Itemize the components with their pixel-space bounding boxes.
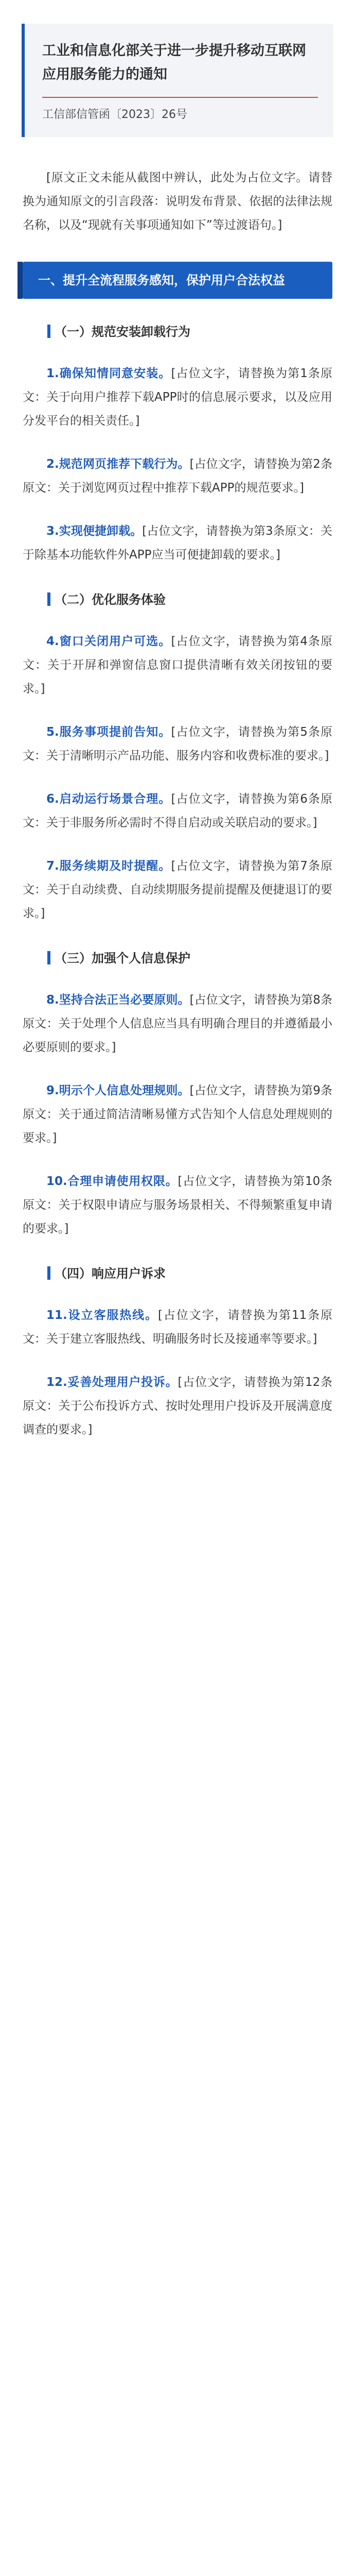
item-title: 9.明示个人信息处理规则。	[46, 1084, 190, 1097]
list-item	[23, 362, 332, 433]
section-banner-text: 一、提升全流程服务感知，保护用户合法权益	[38, 273, 285, 287]
list-item	[23, 988, 332, 1059]
list-item	[23, 452, 332, 500]
notice-title: 工业和信息化部关于进一步提升移动互联网应用服务能力的通知	[42, 43, 306, 82]
item-text: [占位文字，请替换为第10条原文：关于权限申请应与服务场景相关、不得频繁重复申请的要求。]	[23, 1175, 332, 1235]
list-item	[23, 720, 332, 768]
item-title: 4.窗口关闭用户可选。	[46, 635, 171, 648]
list-item	[23, 519, 332, 567]
subsection-heading-4	[23, 1263, 332, 1284]
item-title: 8.坚持合法正当必要原则。	[46, 993, 190, 1007]
section-banner-1	[23, 262, 332, 299]
heading-marker	[47, 592, 50, 606]
subsection-heading-3	[23, 948, 332, 969]
item-text: [占位文字，请替换为第2条原文：关于浏览网页过程中推荐下载APP的规范要求。]	[23, 457, 332, 495]
header-divider	[42, 97, 318, 98]
item-title: 6.启动运行场景合理。	[46, 792, 171, 806]
list-item	[23, 1370, 332, 1442]
item-text: [占位文字，请替换为第5条原文：关于清晰明示产品功能、服务内容和收费标准的要求。]	[23, 725, 333, 762]
intro-paragraph: [原文正文未能从截图中辨认，此处为占位文字。请替换为通知原文的引言段落：说明发布背景、依据的法律法规名称，以及“现就有关事项通知如下”等过渡语句。]	[23, 171, 332, 232]
document-number: 工信部信管函〔2023〕26号	[42, 108, 187, 121]
item-text: [占位文字，请替换为第9条原文：关于通过简洁清晰易懂方式告知个人信息处理规则的要求。]	[23, 1084, 332, 1145]
item-title: 7.服务续期及时提醒。	[46, 859, 171, 873]
list-item	[23, 1170, 332, 1241]
item-title: 12.妥善处理用户投诉。	[46, 1376, 178, 1389]
item-text: [占位文字，请替换为第6条原文：关于非服务所必需时不得自启动或关联启动的要求。]	[23, 792, 333, 829]
item-text: [占位文字，请替换为第3条原文：关于除基本功能软件外APP应当可便捷卸载的要求。]	[23, 524, 332, 562]
item-text: [占位文字，请替换为第12条原文：关于公布投诉方式、按时处理用户投诉及开展满意度调查的要求。]	[23, 1376, 332, 1436]
subsection-heading-text: （四）响应用户诉求	[55, 1266, 166, 1281]
subsection-heading-text: （二）优化服务体验	[55, 592, 166, 607]
notice-header	[22, 24, 333, 137]
notice-body	[0, 166, 355, 1442]
item-title: 10.合理申请使用权限。	[46, 1175, 178, 1188]
subsection-heading-text: （三）加强个人信息保护	[55, 951, 190, 965]
heading-marker	[47, 951, 50, 964]
item-title: 2.规范网页推荐下载行为。	[46, 457, 190, 471]
heading-marker	[47, 325, 50, 338]
heading-marker	[47, 1266, 50, 1280]
item-title: 1.确保知情同意安装。	[46, 367, 171, 380]
subsection-heading-2	[23, 589, 332, 610]
item-text: [占位文字，请替换为第1条原文：关于向用户推荐下载APP时的信息展示要求，以及应用分发平台的相关责任。]	[23, 367, 333, 428]
item-text: [占位文字，请替换为第4条原文：关于开屏和弹窗信息窗口提供清晰有效关闭按钮的要求。]	[23, 635, 333, 696]
subsection-heading-1	[23, 321, 332, 342]
subsection-heading-text: （一）规范安装卸载行为	[55, 325, 190, 339]
item-text: [占位文字，请替换为第8条原文：关于处理个人信息应当具有明确合理目的并遵循最小必要原则的要求。]	[23, 993, 332, 1054]
item-title: 3.实现便捷卸载。	[46, 524, 143, 538]
list-item	[23, 787, 332, 835]
list-item	[23, 854, 332, 925]
item-title: 5.服务事项提前告知。	[46, 725, 171, 739]
list-item	[23, 1079, 332, 1150]
item-text: [占位文字，请替换为第7条原文：关于自动续费、自动续期服务提前提醒及便捷退订的要求。]	[23, 859, 333, 920]
item-text: [占位文字，请替换为第11条原文：关于建立客服热线、明确服务时长及接通率等要求。]	[23, 1309, 332, 1346]
list-item	[23, 1303, 332, 1351]
list-item	[23, 630, 332, 701]
item-title: 11.设立客服热线。	[46, 1309, 158, 1322]
